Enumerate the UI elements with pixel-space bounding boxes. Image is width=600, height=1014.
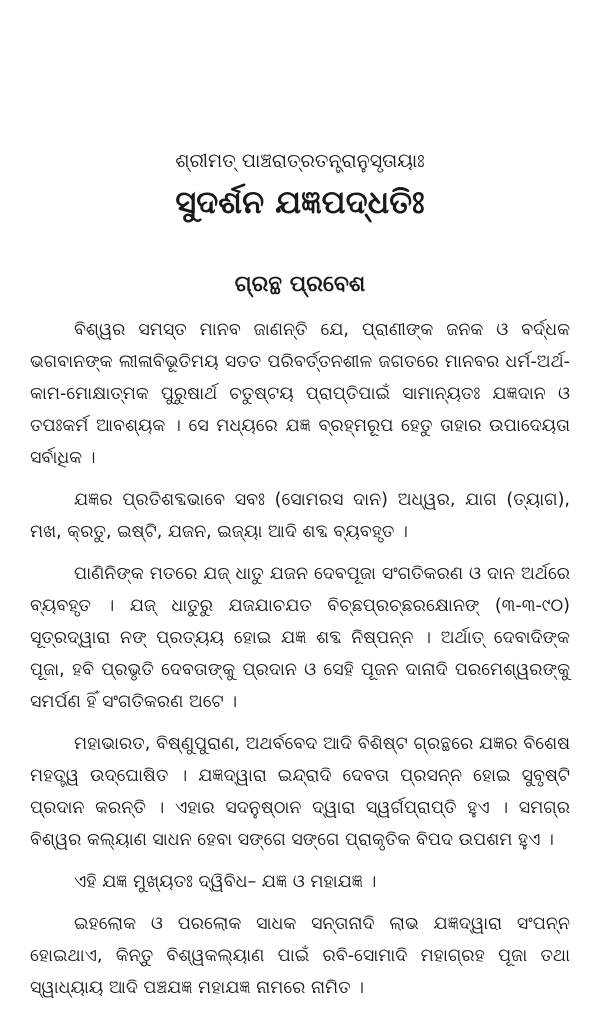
section-heading: ଗ୍ରନ୍ଥ ପ୍ରବେଶ (234, 272, 366, 297)
paragraph: ଏହି ଯଜ୍ଞ ମୁଖ୍ୟତଃ ଦ୍ୱିବିଧ– ଯଜ୍ଞ ଓ ମହାଯଜ୍ଞ । (74, 872, 377, 892)
paragraph: ବିଶ୍ୱର ସମସ୍ତ ମାନବ ଜାଣନ୍ତି ଯେ, ପ୍ରାଣୀଙ୍କ ଜନକ ଓ ବର୍ଦ୍ଧକ ଭଗବାନଙ୍କ ଲୀଳାବିଭୂତିମୟ ସତତ ପରିବର୍ତ୍ତନଶୀଳ ଜଗତରେ ମାନବର ଧର୍ମ-ଅର୍ଥ-କାମ-ମୋକ୍ଷାତ୍ମକ ପୁରୁଷାର୍ଥ ଚତୁଷ୍ଟୟ ପ୍ରାପ୍ତିପାଇଁ ସାମାନ୍ୟତଃ ଯଜ୍ଞଦାନ ଓ ତପଃକର୍ମ ଆବଶ୍ୟକ । ସେ ମଧ୍ୟରେ ଯଜ୍ଞ ବ୍ରହ୍ମରୂପ ହେତୁ ତାହାର ଉପାଦେୟତା ସର୍ବାଧିକ । (30, 320, 570, 468)
paragraph: ମହାଭାରତ, ବିଷ୍ଣୁପୁରାଣ, ଅଥର୍ବବେଦ ଆଦି ବିଶିଷ୍ଟ ଗ୍ରନ୍ଥରେ ଯଜ୍ଞର ବିଶେଷ ମହତ୍ତ୍ୱ ଉଦ୍‌ଘୋଷିତ । ଯଜ୍ଞଦ୍ୱାରା ଇନ୍ଦ୍ରାଦି ଦେବତା ପ୍ରସନ୍ନ ହୋଇ ସୁବୃଷ୍ଟି ପ୍ରଦାନ କରନ୍ତି । ଏହାର ସଦନୁଷ୍ଠାନ ଦ୍ୱାରା ସ୍ୱର୍ଗପ୍ରାପ୍ତି ହୁଏ । ସମଗ୍ର ବିଶ୍ୱର କଲ୍ୟାଣ ସାଧନ ହେବା ସଙ୍ଗେ ସଙ୍ଗେ ପ୍ରାକୃତିକ ବିପଦ ଉପଶମ ହୁଏ । (30, 734, 570, 850)
body-text (30, 314, 570, 1014)
paragraph: ଯଜ୍ଞର ପ୍ରତିଶବ୍ଦଭାବେ ସବଃ (ସୋମରସ ଦାନ) ଅଧ୍ୱର, ଯାଗ (ତ୍ୟାଗ), ମଖ, କ୍ରତୁ, ଇଷ୍ଟି, ଯଜନ, ଇଜ୍ୟା ଆଦି ଶବ୍ଦ ବ୍ୟବହୃତ । (30, 490, 570, 542)
paragraph: ପାଣିନିଙ୍କ ମତରେ ଯଜ୍ ଧାତୁ ଯଜନ ଦେବପୂଜା ସଂଗତିକରଣ ଓ ଦାନ ଅର୍ଥରେ ବ୍ୟବହୃତ । ଯଜ୍ ଧାତୁରୁ ଯଜଯାଚଯତ ବିଚ୍ଛପ୍ରଚ୍ଛରକ୍ଷୋନଙ୍ (୩-୩-୯୦) ସୂତ୍ରଦ୍ୱାରା ନଙ୍ ପ୍ରତ୍ୟୟ ହୋଇ ଯଜ୍ଞ ଶବ୍ଦ ନିଷ୍ପନ୍ନ । ଅର୍ଥାତ୍ ଦେବାଦିଙ୍କ ପୂଜା, ହବି ପ୍ରଭୃତି ଦେବତାଙ୍କୁ ପ୍ରଦାନ ଓ ସେହି ପୂଜନ ଦାନାଦି ପରମେଶ୍ୱରଙ୍କୁ ସମର୍ପଣ ହିଁ ସଂଗତିକରଣ ଅଟେ । (30, 564, 570, 712)
paragraph: ଇହଲୋକ ଓ ପରଲୋକ ସାଧକ ସନ୍ତାନାଦି ଲାଭ ଯଜ୍ଞଦ୍ୱାରା ସଂପନ୍ନ ହୋଇଥାଏ, କିନ୍ତୁ ବିଶ୍ୱକଲ୍ୟାଣ ପାଇଁ ରବି-ସୋମାଦି ମହାଗ୍ରହ ପୂଜା ତଥା ସ୍ୱାଧ୍ୟାୟ ଆଦି ପଞ୍ଚଯଜ୍ଞ ମହାଯଜ୍ଞ ନାମରେ ନାମିତ । (30, 914, 570, 998)
page-subtitle: ଶ୍ରୀମତ୍ ପାଞ୍ଚରାତ୍ରତନ୍ତ୍ରାନୁସୃତାୟାଃ (175, 150, 425, 172)
page-title: ସୁଦର୍ଶନ ଯଜ୍ଞପଦ୍ଧତିଃ (175, 183, 425, 221)
